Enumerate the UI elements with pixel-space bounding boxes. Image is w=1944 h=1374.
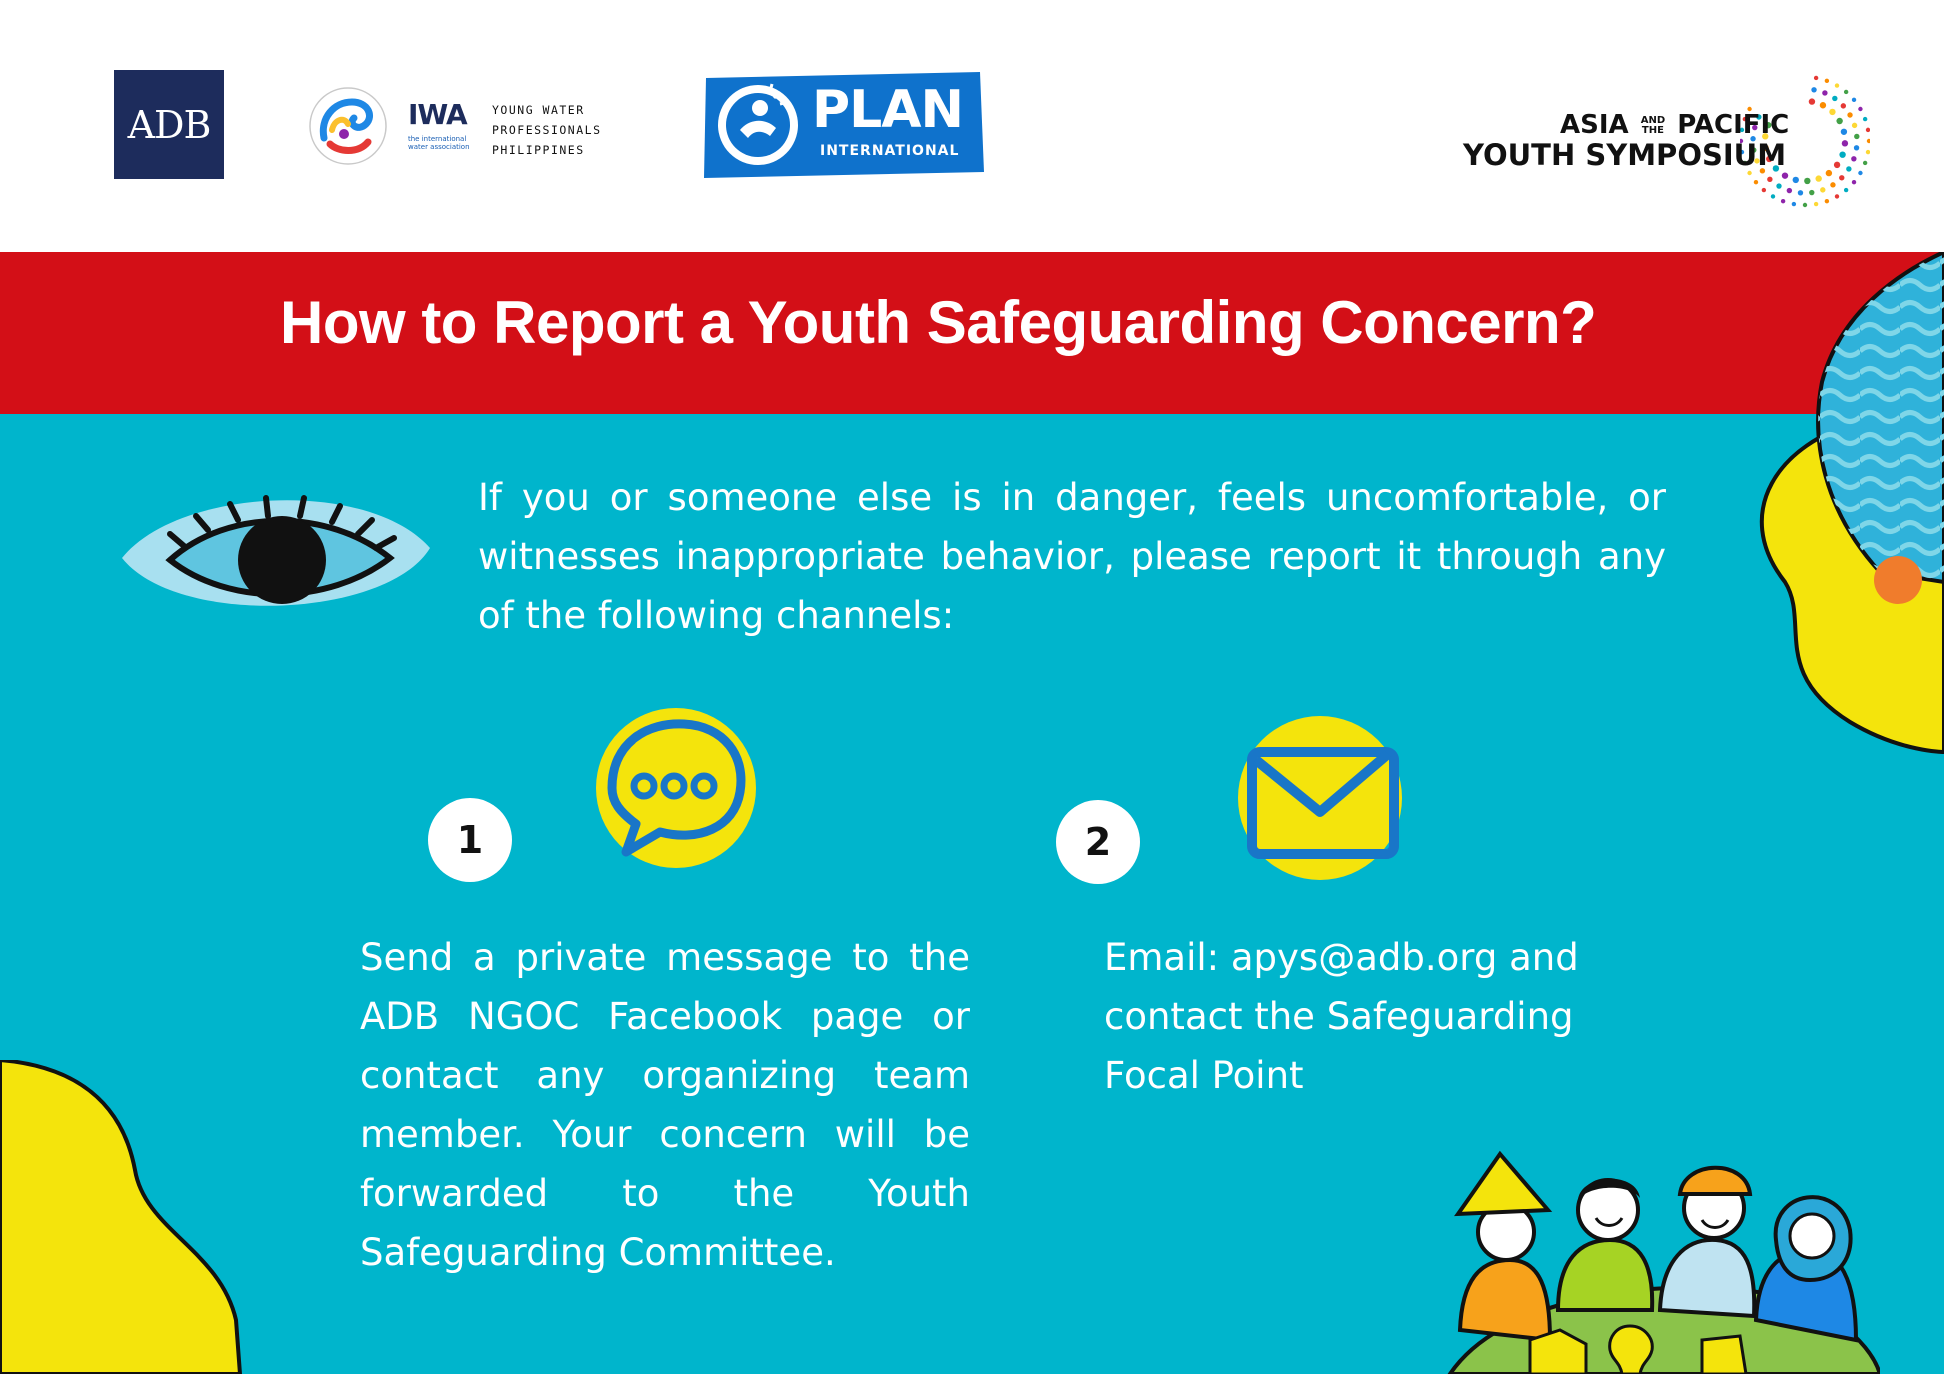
emblem-dot [1834,162,1840,168]
channel-1-description: Send a private message to the ADB NGOC Facebook page or contact any organizing team member. Your concern will be forwarded to the Youth Safeguarding Committee. [360,936,970,1274]
emblem-dot [1762,188,1766,192]
emblem-dot [1776,183,1781,188]
emblem-dot [1842,140,1848,146]
emblem-dot [1825,79,1829,83]
step-number-badge-2: 2 [1056,800,1140,884]
emblem-dot [1820,102,1826,108]
emblem-dot [1771,194,1775,198]
iwa-subtitle: the international water association [408,135,470,151]
channel-2-line: Focal Point [1104,1054,1304,1097]
ywp-line: PHILIPPINES [492,143,585,157]
emblem-dot [1852,98,1856,102]
emblem-dot [1809,98,1815,104]
envelope-icon [1232,712,1410,884]
emblem-dot [1793,177,1799,183]
apys-and-the: AND THE [1640,114,1666,136]
emblem-dot [1839,175,1844,180]
emblem-dot [1792,202,1796,206]
emblem-dot [1754,180,1758,184]
emblem-dot [1851,156,1856,161]
emblem-dot [1832,96,1837,101]
emblem-dot [1826,170,1832,176]
plan-wordmark: PLAN [812,80,964,140]
emblem-dot [1809,190,1814,195]
apys-logo-line1 [1560,110,1789,140]
emblem-dot [1829,109,1835,115]
emblem-dot [1854,134,1859,139]
channel-2-description [1104,928,1584,1105]
emblem-dot [1815,175,1821,181]
emblem-dot [1863,117,1867,121]
emblem-dot [1804,178,1810,184]
intro-paragraph: If you or someone else is in danger, feels uncomfortable, or witnesses inappropriate behavior, please report it through any of the following channels: [478,476,1666,637]
emblem-dot [1787,188,1792,193]
emblem-dot [1820,187,1825,192]
emblem-dot [1844,90,1848,94]
plan-subtitle: INTERNATIONAL [820,143,960,159]
emblem-dot [1798,190,1803,195]
emblem-dot [1858,171,1862,175]
emblem-dot [1847,112,1852,117]
emblem-dot [1852,180,1856,184]
iwa-logo: IWA [408,98,467,131]
ywp-line: YOUNG WATER [492,103,585,117]
emblem-dot [1858,107,1862,111]
emblem-dot [1781,199,1785,203]
emblem-dot [1839,151,1845,157]
channel-2-line: Email: apys@adb.org and [1104,936,1579,979]
emblem-dot [1830,182,1835,187]
emblem-dot [1863,161,1867,165]
step-number-badge-1: 1 [428,798,512,882]
adb-logo: ADB [114,70,224,179]
apys-pacific: PACIFIC [1677,110,1790,140]
emblem-dot [1867,139,1870,143]
emblem-dot [1852,123,1857,128]
decorative-wave-blob-right [1740,252,1944,772]
emblem-dot [1844,188,1848,192]
decorative-blob-left [0,1060,250,1374]
emblem-dot [1835,83,1839,87]
emblem-dot [1866,128,1870,132]
emblem-dot [1836,118,1842,124]
emblem-dot [1782,172,1788,178]
emblem-dot [1825,199,1829,203]
young-water-professionals-emblem [308,86,388,166]
apys-logo-line2: YOUTH SYMPOSIUM [1463,138,1787,172]
emblem-dot [1854,145,1859,150]
channel-2-line: contact the Safeguarding [1104,995,1574,1038]
emblem-dot [1814,76,1818,80]
ywp-line: PROFESSIONALS [492,123,602,137]
emblem-dot [1767,177,1772,182]
emblem-dot [1811,87,1816,92]
eye-icon [118,478,434,628]
emblem-dot [1822,90,1827,95]
emblem-dot [1846,166,1851,171]
emblem-dot [1835,194,1839,198]
emblem-dot [1803,203,1807,207]
emblem-dot [1841,103,1846,108]
ywp-name [492,100,622,160]
chat-bubble-icon [588,702,764,878]
page-title: How to Report a Youth Safeguarding Concern? [280,289,1597,356]
emblem-dot [1841,129,1847,135]
emblem-dot [1866,150,1870,154]
emblem-dot [1814,202,1818,206]
apys-asia: ASIA [1560,110,1629,140]
youth-group-illustration [1440,1140,1880,1374]
